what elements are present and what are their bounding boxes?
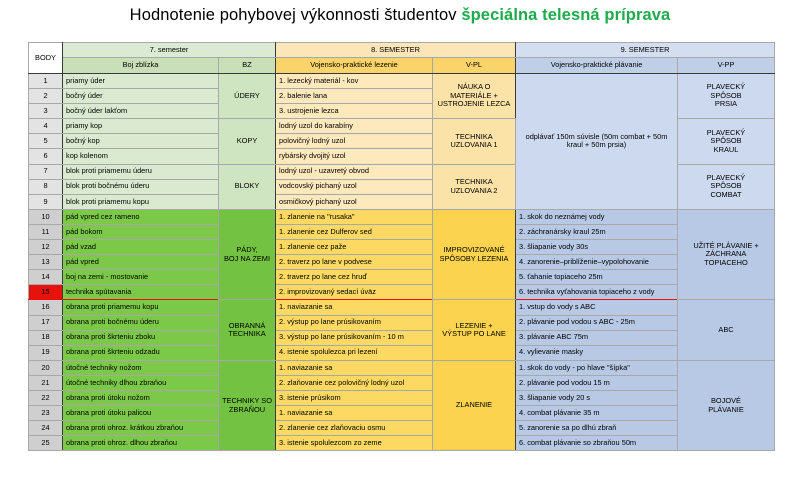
table-row (29, 330, 775, 345)
cell-vpp-skill: 3. šliapanie vody 20 s (516, 390, 678, 405)
cell-vpp-skill: 2. plávanie pod vodou 15 m (516, 375, 678, 390)
row-points-24: 24 (29, 421, 63, 436)
cell-bz-skill: obrana proti útoku palicou (63, 406, 219, 421)
row-points-11: 11 (29, 224, 63, 239)
cell-vpp-skill: 6. technika vyťahovania topiaceho z vody (516, 285, 678, 300)
cell-vpl-skill: 3. istenie spolulezcom zo zeme (276, 436, 433, 451)
cell-bz-skill: obrana proti škrteniu zboku (63, 330, 219, 345)
cell-vpl-group: NÁUKA O MATERIÁLE + USTROJENIE LEZCA (433, 74, 516, 119)
row-points-22: 22 (29, 390, 63, 405)
cell-vpp-skill: 1. skok do neznámej vody (516, 209, 678, 224)
cell-vpl-skill: 1. lezecký materiál - kov (276, 74, 433, 89)
assessment-table-wrapper (28, 42, 774, 451)
table-row (29, 224, 775, 239)
row-points-25: 25 (29, 436, 63, 451)
cell-vpl-skill: lodný uzol do karabíny (276, 119, 433, 134)
cell-vpl-skill: 4. istenie spolulezca pri lezení (276, 345, 433, 360)
cell-vpl-group: LEZENIE + VÝSTUP PO LANE (433, 300, 516, 360)
table-row (29, 315, 775, 330)
cell-vpl-skill: 2. zlanenie cez zlaňovaciu osmu (276, 421, 433, 436)
header-row-subject (29, 58, 775, 74)
cell-bz-group: BLOKY (219, 164, 276, 209)
table-row (29, 375, 775, 390)
cell-bz-skill: blok proti priamemu úderu (63, 164, 219, 179)
cell-vpp-skill: 2. plávanie pod vodou s ABC - 25m (516, 315, 678, 330)
row-points-3: 3 (29, 104, 63, 119)
cell-vpp-group: ABC (678, 300, 775, 360)
page-title-accent: špeciálna telesná príprava (461, 6, 671, 24)
cell-bz-group: PÁDY, BOJ NA ZEMI (219, 209, 276, 300)
cell-bz-group: TECHNIKY SO ZBRAŇOU (219, 360, 276, 451)
cell-vpp-skill: 5. ťahanie topiaceho 25m (516, 270, 678, 285)
cell-vpl-skill: 2. balenie lana (276, 89, 433, 104)
header-semester-7: 7. semester (63, 43, 276, 58)
cell-vpl-skill: lodný uzol - uzavretý obvod (276, 164, 433, 179)
table-row (29, 209, 775, 224)
cell-vpl-group: ZLANENIE (433, 360, 516, 451)
cell-bz-skill: obrana proti ohroz. krátkou zbraňou (63, 421, 219, 436)
cell-vpl-skill: 2. zlaňovanie cez polovičný lodný uzol (276, 375, 433, 390)
cell-bz-group: KOPY (219, 119, 276, 164)
table-header (29, 43, 775, 74)
cell-vpp-skill: 4. vylievanie masky (516, 345, 678, 360)
cell-bz-skill: obrana proti škrteniu odzadu (63, 345, 219, 360)
row-points-18: 18 (29, 330, 63, 345)
cell-vpl-skill: 2. improvizovaný sedací úväz (276, 285, 433, 300)
page-title (0, 0, 800, 25)
cell-vpl-skill: 2. traverz po lane cez hruď (276, 270, 433, 285)
cell-vpp-group: PLAVECKÝ SPÔSOB PRSIA (678, 74, 775, 119)
cell-vpp-group: BOJOVÉ PLÁVANIE (678, 360, 775, 451)
cell-vpp-skill: 3. šliapanie vody 30s (516, 240, 678, 255)
table-row (29, 300, 775, 315)
cell-vpp-skill: 2. záchranársky kraul 25m (516, 224, 678, 239)
cell-vpp-skill: 1. vstup do vody s ABC (516, 300, 678, 315)
header-subject-bz-short: BZ (219, 58, 276, 74)
row-points-20: 20 (29, 360, 63, 375)
cell-vpp-skill: 4. combat plávanie 35 m (516, 406, 678, 421)
cell-vpl-skill: 1. zlanenie cez Dulferov sed (276, 224, 433, 239)
cell-vpl-skill: 1. naviazanie sa (276, 406, 433, 421)
cell-bz-skill: boj na zemi - mostovanie (63, 270, 219, 285)
row-points-7: 7 (29, 164, 63, 179)
row-points-4: 4 (29, 119, 63, 134)
table-row (29, 270, 775, 285)
table-row (29, 74, 775, 89)
table-body (29, 74, 775, 451)
header-semester-8: 8. SEMESTER (276, 43, 516, 58)
cell-bz-group: ÚDERY (219, 74, 276, 119)
cell-bz-skill: blok proti bočnému úderu (63, 179, 219, 194)
cell-vpp-group: PLAVECKÝ SPÔSOB COMBAT (678, 164, 775, 209)
row-points-14: 14 (29, 270, 63, 285)
cell-vpp-skill: 5. zanorenie sa po dlhú zbraň (516, 421, 678, 436)
cell-vpl-skill: 2. traverz po lane v podvese (276, 255, 433, 270)
cell-vpl-skill: 3. istenie prúsikom (276, 390, 433, 405)
page-title-main: Hodnotenie pohybovej výkonnosti študentov (129, 6, 462, 24)
cell-bz-skill: pád vzad (63, 240, 219, 255)
cell-vpl-skill: 1. zlanenie na "rusaka" (276, 209, 433, 224)
cell-vpl-skill: rybársky dvojitý uzol (276, 149, 433, 164)
cell-vpl-group: TECHNIKA UZLOVANIA 2 (433, 164, 516, 209)
header-subject-vpl-short: V-PL (433, 58, 516, 74)
table-row (29, 360, 775, 375)
cell-vpl-skill: polovičný lodný uzol (276, 134, 433, 149)
cell-bz-skill: obrana proti útoku nožom (63, 390, 219, 405)
table-row (29, 345, 775, 360)
cell-vpp-skill: 6. combat plávanie so zbraňou 50m (516, 436, 678, 451)
row-points-2: 2 (29, 89, 63, 104)
row-points-9: 9 (29, 194, 63, 209)
cell-bz-skill: bočný kop (63, 134, 219, 149)
table-row (29, 285, 775, 300)
cell-vpp-group: PLAVECKÝ SPÔSOB KRAUL (678, 119, 775, 164)
cell-bz-skill: bočný úder lakťom (63, 104, 219, 119)
row-points-15: 15 (29, 285, 63, 300)
header-subject-vpl: Vojensko-praktické lezenie (276, 58, 433, 74)
cell-vpl-skill: 3. ustrojenie lezca (276, 104, 433, 119)
table-row (29, 390, 775, 405)
cell-bz-skill: obrana proti priamemu kopu (63, 300, 219, 315)
table-row (29, 406, 775, 421)
cell-vpl-skill: osmičkový pichaný uzol (276, 194, 433, 209)
row-points-17: 17 (29, 315, 63, 330)
cell-bz-skill: obrana proti bočnému úderu (63, 315, 219, 330)
cell-vpl-skill: 2. výstup po lane prúsikovaním (276, 315, 433, 330)
cell-vpl-skill: 3. výstup po lane prúsikovaním - 10 m (276, 330, 433, 345)
cell-bz-skill: priamy kop (63, 119, 219, 134)
row-points-21: 21 (29, 375, 63, 390)
row-points-1: 1 (29, 74, 63, 89)
cell-bz-skill: obrana proti ohroz. dlhou zbraňou (63, 436, 219, 451)
row-points-16: 16 (29, 300, 63, 315)
cell-vpp-skill: 1. skok do vody - po hlave "šípka" (516, 360, 678, 375)
cell-bz-skill: bočný úder (63, 89, 219, 104)
cell-bz-skill: blok proti priamemu kopu (63, 194, 219, 209)
row-points-13: 13 (29, 255, 63, 270)
header-semester-9: 9. SEMESTER (516, 43, 775, 58)
cell-vpl-skill: 1. naviazanie sa (276, 360, 433, 375)
row-points-10: 10 (29, 209, 63, 224)
table-row (29, 255, 775, 270)
cell-bz-skill: útočné techniky dlhou zbraňou (63, 375, 219, 390)
cell-bz-skill: pád vpred cez rameno (63, 209, 219, 224)
cell-vpp-skill: 3. plávanie ABC 75m (516, 330, 678, 345)
row-points-23: 23 (29, 406, 63, 421)
cell-bz-skill: kop kolenom (63, 149, 219, 164)
row-points-8: 8 (29, 179, 63, 194)
cell-vpp-skill: 4. zanorenie–priblíženie–vypolohovanie (516, 255, 678, 270)
table-row (29, 240, 775, 255)
cell-bz-group: OBRANNÁ TECHNIKA (219, 300, 276, 360)
cell-vpl-group: IMPROVIZOVANÉ SPÔSOBY LEZENIA (433, 209, 516, 300)
cell-vpl-skill: 1. zlanenie cez paže (276, 240, 433, 255)
cell-vpp-group: UŽITÉ PLÁVANIE + ZÁCHRANA TOPIACEHO (678, 209, 775, 300)
assessment-table (28, 42, 775, 451)
cell-vpp-merged-note: odplávať 150m súvisle (50m combat + 50m kraul + 50m prsia) (516, 74, 678, 210)
row-points-6: 6 (29, 149, 63, 164)
header-row-semester (29, 43, 775, 58)
cell-bz-skill: útočné techniky nožom (63, 360, 219, 375)
header-subject-vpp: Vojensko-praktické plávanie (516, 58, 678, 74)
row-points-12: 12 (29, 240, 63, 255)
cell-vpl-group: TECHNIKA UZLOVANIA 1 (433, 119, 516, 164)
table-row (29, 436, 775, 451)
table-row (29, 421, 775, 436)
header-subject-vpp-short: V-PP (678, 58, 775, 74)
header-body: BODY (29, 43, 63, 74)
cell-bz-skill: technika spútavania (63, 285, 219, 300)
row-points-19: 19 (29, 345, 63, 360)
cell-vpl-skill: vodcovský pichaný uzol (276, 179, 433, 194)
cell-bz-skill: pád vpred (63, 255, 219, 270)
cell-vpl-skill: 1. naviazanie sa (276, 300, 433, 315)
cell-bz-skill: priamy úder (63, 74, 219, 89)
cell-bz-skill: pád bokom (63, 224, 219, 239)
header-subject-bz: Boj zblízka (63, 58, 219, 74)
row-points-5: 5 (29, 134, 63, 149)
